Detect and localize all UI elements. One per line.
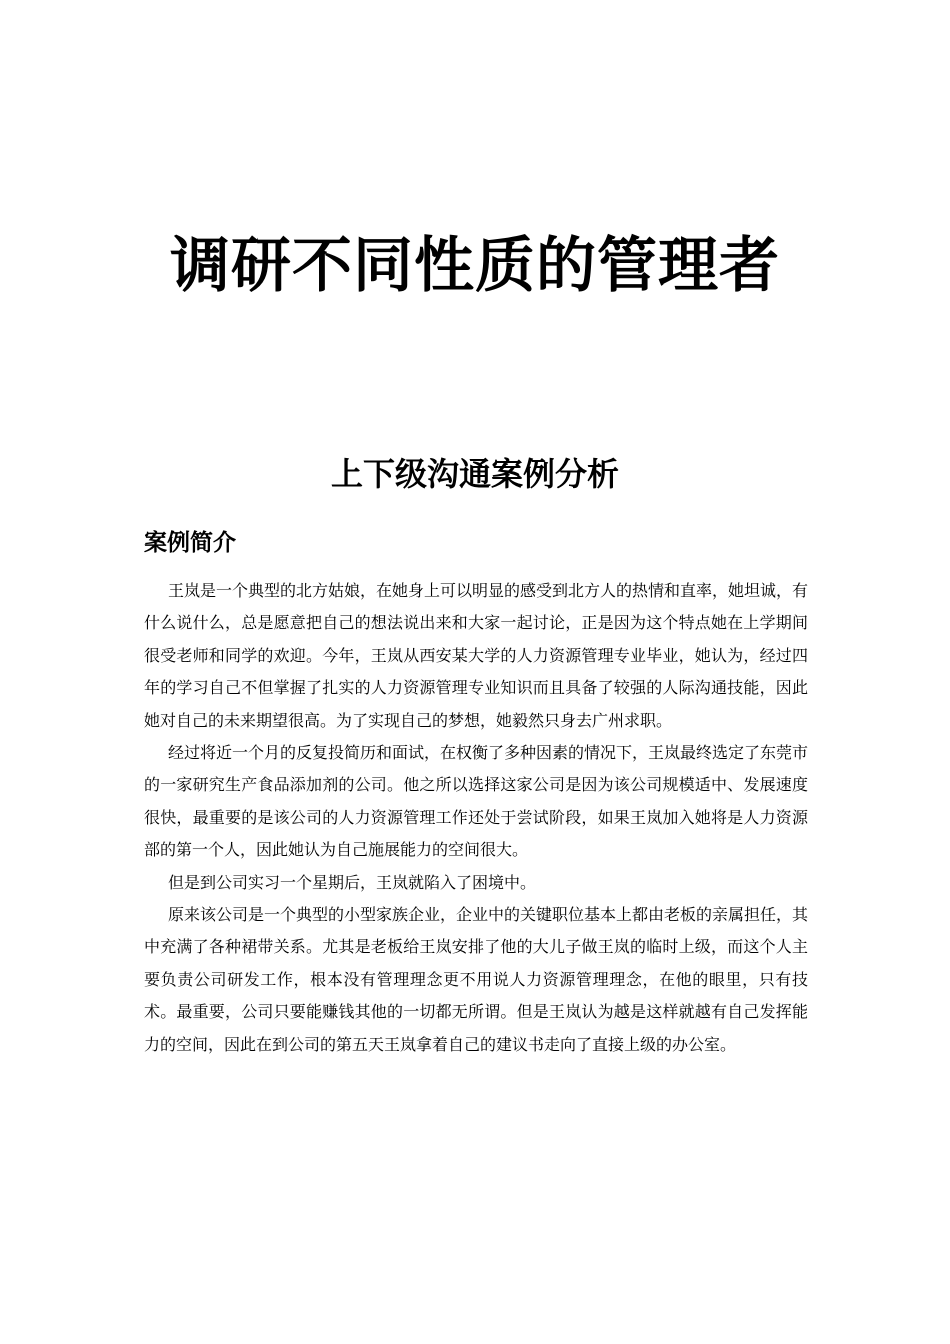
document-title: 调研不同性质的管理者 xyxy=(170,231,780,301)
paragraph-3: 但是到公司实习一个星期后，王岚就陷入了困境中。 xyxy=(168,872,537,892)
section-heading-case-intro: 案例简介 xyxy=(144,530,236,556)
paragraph-1: 王岚是一个典型的北方姑娘，在她身上可以明显的感受到北方人的热情和直率，她坦诚，有什么说什么，总是愿意把自己的想法说出来和大家一起讨论，正是因为这个特点她在上学期间很受老师和同学的欢迎。今年，王岚从西安某大学的人力资源管理专业毕业，她认为，经过四年的学习自己不但掌握了扎实的人力资源管理专业知识而且具备了较强的人际沟通技能，因此她对自己的未来期望很高。为了实现自己的梦想，她毅然只身去广州求职。 xyxy=(144,581,809,730)
case-analysis-title: 上下级沟通案例分析 xyxy=(330,455,619,493)
paragraph-4: 原来该公司是一个典型的小型家族企业，企业中的关键职位基本上都由老板的亲属担任，其中充满了各种裙带关系。尤其是老板给王岚安排了他的大儿子做王岚的临时上级，而这个人主要负责公司研发工作，根本没有管理理念更不用说人力资源管理理念，在他的眼里，只有技术。最重要，公司只要能赚钱其他的一切都无所谓。但是王岚认为越是这样就越有自己发挥能力的空间，因此在到公司的第五天王岚拿着自己的建议书走向了直接上级的办公室。 xyxy=(144,905,809,1054)
case-body-text xyxy=(144,575,808,1061)
paragraph-2: 经过将近一个月的反复投简历和面试，在权衡了多种因素的情况下，王岚最终选定了东莞市的一家研究生产食品添加剂的公司。他之所以选择这家公司是因为该公司规模适中、发展速度很快，最重要的是该公司的人力资源管理工作还处于尝试阶段，如果王岚加入她将是人力资源部的第一个人，因此她认为自己施展能力的空间很大。 xyxy=(144,743,809,860)
